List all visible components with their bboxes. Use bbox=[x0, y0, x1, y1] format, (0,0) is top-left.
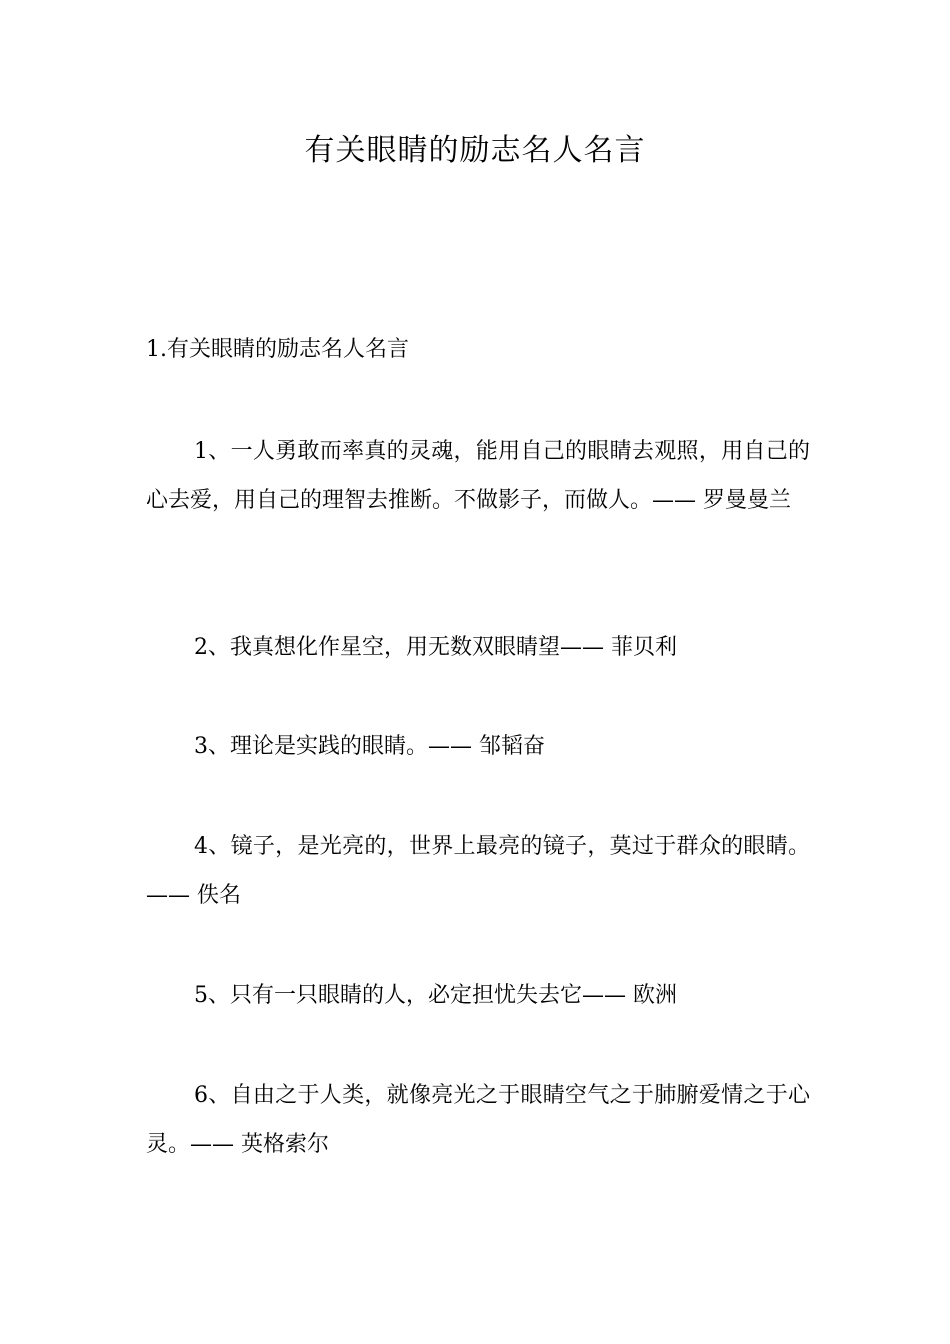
quote-paragraph: 3、理论是实践的眼睛。—— 邹韬奋 bbox=[194, 734, 545, 759]
document-title: 有关眼睛的励志名人名言 bbox=[304, 133, 646, 168]
quote-paragraph: 1、一人勇敢而率真的灵魂，能用自己的眼睛去观照，用自己的心去爱，用自己的理智去推断。不做影子，而做人。—— 罗曼曼兰 bbox=[146, 439, 810, 513]
quote-paragraph: 4、镜子，是光亮的，世界上最亮的镜子，莫过于群众的眼睛。—— 佚名 bbox=[146, 834, 810, 908]
section-heading: 1.有关眼睛的励志名人名言 bbox=[146, 337, 409, 362]
quote-paragraph: 2、我真想化作星空，用无数双眼睛望—— 菲贝利 bbox=[194, 635, 677, 660]
quote-paragraph: 6、自由之于人类，就像亮光之于眼睛空气之于肺腑爱情之于心灵。—— 英格索尔 bbox=[146, 1083, 810, 1157]
quote-paragraph: 5、只有一只眼睛的人，必定担忧失去它—— 欧洲 bbox=[194, 983, 677, 1008]
